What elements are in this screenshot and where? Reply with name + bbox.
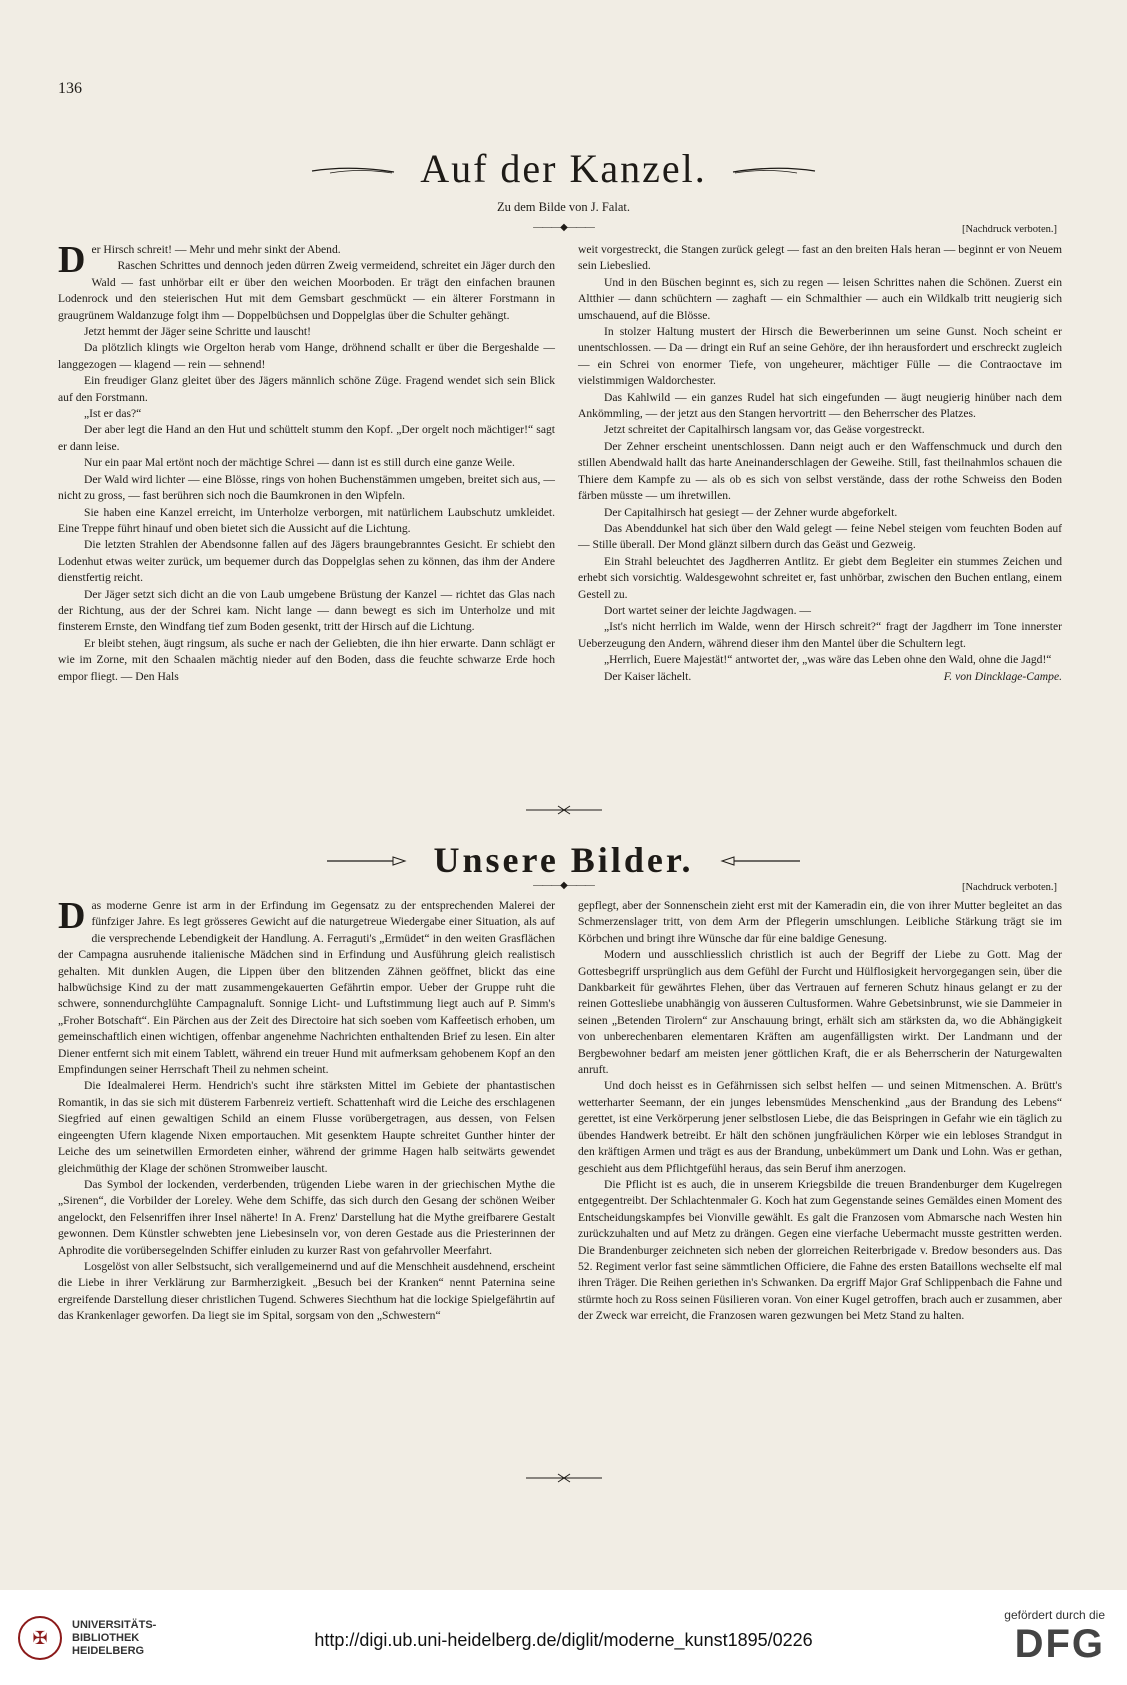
article1-paragraph: Das Abenddunkel hat sich über den Wald gelegt — feine Nebel steigen vom feuchten Boden auf — Stille überall. Der Mond glänzt silbern durch das Geäst und Gezweig. bbox=[578, 521, 1062, 552]
article1-paragraph: Der Jäger setzt sich dicht an die von Laub umgebene Brüstung der Kanzel — richtet das Glas nach der Richtung, aus der der Schrei kam. Nicht lange — dann bewegt es sich im Unterholze und mit finsterem Ernste, den Windfang tief zum Boden gesenkt, tritt der Hirsch auf die Lichtung. bbox=[58, 587, 555, 634]
article1-paragraph: „Herrlich, Euere Majestät!“ antwortet der, „was wäre das Leben ohne den Wald, ohne die Jagd!“ bbox=[604, 653, 1052, 667]
university-seal-icon: ✠ bbox=[18, 1616, 62, 1660]
article2-right-column bbox=[578, 898, 1062, 1325]
article1-paragraph: Der Hirsch schreit! — Mehr und mehr sinkt der Abend. bbox=[58, 239, 341, 281]
article2-paragraph: gepflegt, aber der Sonnenschein zieht erst mit der Kameradin ein, die von ihrer Mutter begleitet an das Schmerzenslager tritt, von dem Arm der Pflegerin umschlungen. Leibliche Stärkung trägt sie im Körbchen und bringt ihre Wünsche dar für eine baldige Genesung. bbox=[578, 899, 1062, 945]
article1-paragraph: „Ist's nicht herrlich im Walde, wenn der Hirsch schreit?“ fragt der Jagdherr im Tone innerster Ueberzeugung den Andern, während dieser ihm den Mantel über die Schultern legt. bbox=[578, 620, 1062, 650]
section-separator-ornament bbox=[0, 803, 1127, 817]
article1-reprint-notice: [Nachdruck verboten.] bbox=[961, 224, 1057, 235]
article1-paragraph: Er bleibt stehen, äugt ringsum, als suche er nach der Geliebten, die ihn hier erwarte. Dann schlägt er wie im Zorne, mit den Schaalen mächtig nieder auf den Boden, dass die feuchte schwarze Erde hoch empor fliegt. — Den Hals bbox=[58, 636, 555, 683]
dropcap: D bbox=[58, 895, 86, 937]
article1-title-row bbox=[0, 142, 1127, 194]
article2-paragraph: Und doch heisst es in Gefährnissen sich selbst helfen — und seinen Mitmenschen. A. Brütt's wetterharter Seemann, der ein junges lebensmüdes Menschenkind „aus der Brandung des Lebens“ gerettet, ist eine Verkörperung jener selbstlosen Liebe, die das Beispringen in Gefahr wie ein täglich zu übendes Handwerk betreibt. Er hält den schönen jungfräulichen Körper wie ein lebloses Strandgut in den kräftigen Armen und trägt es aus der Brandung, unbekümmert um Dank und Lohn. Was er gethan, geschieht aus dem Pflichtgefühl heraus, das sein Beruf ihm anerzogen. bbox=[578, 1079, 1062, 1175]
article1-title: Auf der Kanzel. bbox=[420, 145, 707, 191]
small-divider-ornament: ———◆——— bbox=[533, 222, 594, 233]
article1-paragraph: Die letzten Strahlen der Abendsonne fallen auf des Jägers braungebranntes Gesicht. Er schiebt den Lodenhut etwas weiter zurück, um bequemer durch das Doppelglas sehen zu können, das ihm der Andere dienstfertig reicht. bbox=[58, 538, 555, 585]
article2-paragraph: Die Pflicht ist es auch, die in unserem Kriegsbilde die treuen Brandenburger dem Kugelregen entgegentreibt. Der Schlachtenmaler G. Koch hat zum Gegenstande seines Gemäldes einen Moment des Entscheidungskampfes bei Vionville gewählt. Es galt die Franzosen vom Abmarsche nach Westen hin zurückzuhalten und auf Metz zu drängen. Gegen eine vierfache Uebermacht musste gestritten werden. Die Brandenburger zeichneten sich neben der glorreichen Reiterbrigade v. Bredow besonders aus. Das 52. Regiment verlor fast seine sämmtlichen Officiere, die Fahne des ersten Bataillons wechselte elf mal ihren Träger. Die Reihen geriethen in's Schwanken. Da ergriff Major Graf Schlippenbach die Fahne und stürmte hoch zu Ross seinen Füsilieren voran. Von einer Kugel getroffen, brach auch er zusammen, aber der Zweck war erreicht, die Franzosen waren gezwungen bei Metz Stand zu halten. bbox=[578, 1177, 1062, 1323]
article1-right-column bbox=[578, 242, 1062, 685]
article1-paragraph: Dort wartet seiner der leichte Jagdwagen. — bbox=[604, 603, 811, 617]
article1-left-column bbox=[58, 239, 555, 685]
article1-paragraph: In stolzer Haltung mustert der Hirsch die Bewerberinnen um seine Gunst. Noch scheint er unentschlossen. — Da — dringt ein Ruf an seine Gehöre, der ihn herausfordert und erschreckt zugleich — ein Schrei von enormer Tiefe, von ungeheurer, mächtiger Fülle — die Contraoctave im vielstimmigen Waldorchester. bbox=[578, 325, 1062, 388]
article1-paragraph: Und in den Büschen beginnt es, sich zu regen — leisen Schrittes nahen die Schönen. Zuerst ein Altthier — dann schüchtern — zaghaft — ein Schmalthier — auch ein Wildkalb tritt neugierig sich umschauend, auf die Blösse. bbox=[578, 275, 1062, 322]
article2-title: Unsere Bilder. bbox=[433, 840, 694, 880]
article1-paragraph: Jetzt schreitet der Capitalhirsch langsam vor, das Geäse vorgestreckt. bbox=[604, 423, 925, 437]
article1-paragraph: Da plötzlich klingts wie Orgelton herab vom Hange, dröhnend schallt er über die Bergeshalde — langgezogen — klagend — rein — sehnend! bbox=[58, 341, 555, 371]
right-arrow-ornament bbox=[718, 854, 804, 866]
dfg-caption: gefördert durch die bbox=[1004, 1608, 1105, 1622]
article2-paragraph: Das Symbol der lockenden, verderbenden, trügenden Liebe waren in der griechischen Mythe die „Sirenen“, die Vorbilder der Loreley. Wehe dem Schiffe, das sich durch den Gesang der schönen Weiber angelockt, den Felsenriffen ihrer Insel näherte! In A. Frenz' Darstellung hat die Mythe greifbarere Gestalt gewonnen. Dem Künstler schwebten jene Liebesinseln vor, von deren Gestade aus die Priesterinnen der Aphrodite die vorübersegelnden Schiffer einluden zu kurzer Rast von gefahrvoller Meerfahrt. bbox=[58, 1177, 555, 1257]
author-signature: F. von Dincklage-Campe. bbox=[943, 669, 1062, 683]
digitization-footer bbox=[0, 1590, 1127, 1685]
kaiser-line: Der Kaiser lächelt. bbox=[604, 669, 692, 683]
library-name: UNIVERSITÄTS- BIBLIOTHEK HEIDELBERG bbox=[72, 1618, 157, 1657]
article1-paragraph: Der Capitalhirsch hat gesiegt — der Zehner wurde abgeforkelt. bbox=[604, 505, 898, 519]
page-number: 136 bbox=[58, 80, 82, 97]
permalink-url[interactable]: http://digi.ub.uni-heidelberg.de/diglit/moderne_kunst1895/0226 bbox=[314, 1630, 813, 1650]
article1-paragraph: Ein freudiger Glanz gleitet über des Jägers männlich schöne Züge. Fragend wendet sich sein Blick auf den Forstmann. bbox=[58, 374, 555, 404]
dfg-funding-logo[interactable] bbox=[1004, 1608, 1105, 1666]
article2-paragraph: Das moderne Genre ist arm in der Erfindung im Gegensatz zu der entsprechenden Malerei der fünfziger Jahre. Es legt grösseres Gewicht auf die naturgetreue Wiedergabe einer Situation, als auf die versprechende Lebendigkeit der Handlung. A. Ferraguti's „Ermüdet“ in den weiten Grasflächen der Campagna ausruhende italienische Mädchen sind in Erfindung und Ausführung gleich realistisch gehalten. Mit dunklen Augen, die Lippen über den blitzenden Zähnen geöffnet, blickt das eine halbwüchsige Kind zu der matt zusammengekauerten Gefährtin empor. Ueber der Gruppe ruht die schwere, sonnendurchglühte Campagnaluft. Sonnige Licht- und Luftstimmung liegt auch auf P. Simm's „Froher Botschaft“. Ein Pärchen aus der Zeit des Directoire hat sich soeben vom Kaffeetisch erhoben, um gemeinschaftlich einen wichtigen, offenbar angenehme Nachrichten enthaltenden Brief zu lesen. Ein alter Diener entfernt sich mit einem Tablett, während ein treuer Hund mit aufmerksam gehobenem Kopf an den Empfindungen seiner Herrschaft Theil zu nehmen scheint. bbox=[58, 895, 555, 1077]
article1-paragraph: Jetzt hemmt der Jäger seine Schritte und lauscht! bbox=[84, 325, 311, 339]
article2-paragraph: Modern und ausschliesslich christlich ist auch der Begriff der Liebe zu Gott. Mag der Gottesbegriff ursprünglich aus dem Gefühl der Furcht und Hülflosigkeit hervorgegangen sein, über die Dankbarkeit für gewährtes Flehen, über das Vertrauen auf ferneren Schutz hinaus gelangt er zu der reinen Gottesliebe unabhängig von äusseren Cultusformen. Wahre Gebetsinbrunst, wie sie Dammeier in seinen „Betenden Tirolern“ zur Anschauung bringt, erhält sich am stärksten da, wo die Abhängigkeit von unberechenbaren elementaren Kräften am augenfälligsten wirkt. Der Landmann und der Bergbewohner bedarf am meisten jener göttlichen Kraft, die er als Beherrscherin der Naturgewalten anruft. bbox=[578, 948, 1062, 1077]
left-swash-ornament bbox=[310, 162, 396, 174]
article2-reprint-notice: [Nachdruck verboten.] bbox=[961, 882, 1057, 893]
article1-paragraph: Der aber legt die Hand an den Hut und schüttelt stumm den Kopf. „Der orgelt noch mächtiger!“ sagt er dann leise. bbox=[58, 423, 555, 453]
article1-subtitle: Zu dem Bilde von J. Falat. bbox=[497, 200, 630, 214]
right-swash-ornament bbox=[731, 162, 817, 174]
dropcap: D bbox=[58, 239, 86, 281]
article2-paragraph: Losgelöst von aller Selbstsucht, sich verallgemeinernd und auf die Menschheit ausdehnend, erscheint die Liebe in ihrer Verklärung zur Barmherzigkeit. „Besuch bei der Kranken“ nennt Paternina seine ergreifende Darstellung dieser christlichen Tugend. Schweres Siechthum hat die lockige Spielgefährtin auf das Krankenlager geworfen. Da liegt sie im Spital, sorgsam von den „Schwestern“ bbox=[58, 1259, 555, 1323]
left-arrow-ornament bbox=[323, 854, 409, 866]
article2-title-row bbox=[0, 838, 1127, 882]
article2-paragraph: Die Idealmalerei Herm. Hendrich's sucht ihre stärksten Mittel im Gebiete der phantastischen Romantik, in das sie sich mit düsterem Farbenreiz vertieft. Schattenhaft wird die Leiche des erschlagenen Siegfried auf einen gewaltigen Schild an einem Flusse vorübergetragen, aus dessen, von Felsen eingeengten Ufern klagende Nixen emportauchen. Mit gesenktem Haupte schreitet Gunther hinter der Leiche des um seinetwillen Ermordeten einher, während der grimme Hagen halb seitwärts gewendet gleichmüthig der Klage der schönen Stromweiber lauscht. bbox=[58, 1079, 555, 1175]
article1-paragraph: Nur ein paar Mal ertönt noch der mächtige Schrei — dann ist es still durch eine ganze Weile. bbox=[84, 456, 515, 470]
article1-paragraph: Raschen Schrittes und dennoch jeden dürren Zweig vermeidend, schreitet ein Jäger durch den Wald — fast unhörbar eilt er über den weichen Moorboden. Er trägt den einfachen braunen Lodenrock und den steierischen Hut mit dem Gemsbart geschmückt — ein älterer Forstmann in graugrünem Waldanzuge folgt ihm — Doppelbüchsen und Doppelglas über die Schulter gehängt. bbox=[58, 259, 555, 322]
article1-paragraph: Der Wald wird lichter — eine Blösse, rings von hohen Buchenstämmen umgeben, breitet sich aus, — nicht zu gross, — fast berühren sich noch die Baumkronen in den Wipfeln. bbox=[58, 472, 555, 503]
article1-paragraph: Sie haben eine Kanzel erreicht, im Unterholze verborgen, mit natürlichem Laubschutz umkleidet. Eine Treppe führt hinauf und oben bietet sich die Aussicht auf die Lichtung. bbox=[58, 505, 555, 535]
article1-paragraph: weit vorgestreckt, die Stangen zurück gelegt — fast an den breiten Hals heran — beginnt er von Neuem sein Liebeslied. bbox=[578, 243, 1062, 273]
article1-paragraph: Ein Strahl beleuchtet des Jagdherren Antlitz. Er giebt dem Begleiter ein stummes Zeichen und erhebt sich vorsichtig. Waldesgewohnt schreitet er, fast unhörbar, zwischen den Buchen entlang, einem Gestell zu. bbox=[578, 554, 1062, 601]
article1-last-line bbox=[578, 669, 1062, 685]
dfg-wordmark: DFG bbox=[1014, 1622, 1105, 1666]
section-separator-ornament bbox=[0, 1471, 1127, 1485]
article1-paragraph: Der Zehner erscheint unentschlossen. Dann neigt auch er den Waffenschmuck und durch den stillen Abendwald hallt das harte Aneinanderschlagen der Geweihe. Still, fast theilnahmlos schauen die Thiere dem Kampfe zu — als ob es sich von selbst verstände, dass der rothe Schweiss den Boden färben müsste — um ihretwillen. bbox=[578, 439, 1062, 503]
article2-left-column bbox=[58, 895, 555, 1325]
article1-paragraph: „Ist er das?“ bbox=[84, 407, 142, 421]
small-divider-ornament: ———◆——— bbox=[533, 880, 594, 891]
article1-paragraph: Das Kahlwild — ein ganzes Rudel hat sich eingefunden — äugt neugierig hinüber nach dem Ankömmling, — der jetzt aus den Stangen hervortritt — den Beherrscher des Platzes. bbox=[578, 390, 1062, 421]
